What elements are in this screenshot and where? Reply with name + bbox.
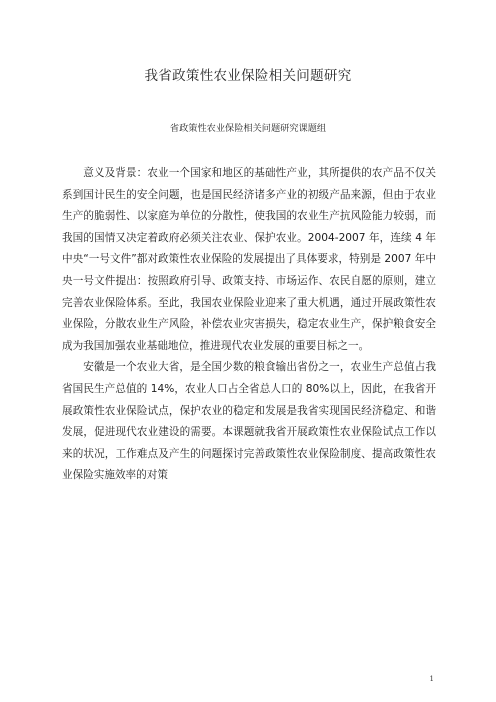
- page-number: 1: [429, 675, 434, 683]
- document-title: 我省政策性农业保险相关问题研究: [144, 68, 352, 84]
- document-body: [62, 163, 436, 487]
- paragraph-anhui: 安徽是一个农业大省，是全国少数的粮食输出省份之一，农业生产总值占我省国民生产总值的 14%，农业人口占全省总人口的 80%以上，因此，在我省开展政策性农业保险试点，保护农业的稳定和发展是我省实现国民经济稳定、和谐发展，促进现代农业建设的需要。本课题就我省开展政策性农业保险试点工作以来的状况，工作难点及产生的问题探讨完善政策性农业保险制度、提高政策性农业保险实施效率的对策: [62, 361, 436, 482]
- paragraph-background: 意义及背景：农业一个国家和地区的基础性产业，其所提供的农产品不仅关系到国计民生的安全问题，也是国民经济诸多产业的初级产品来源，但由于农业生产的脆弱性、以家庭为单位的分散性，使我国的农业生产抗风险能力较弱，而我国的国情又决定着政府必须关注农业、保护农业。2004-2007 年，连续 4 年中央“一号文件”都对政策性农业保险的发展提出了具体要求，特别是 2007 年中央一号文件提出：按照政府引导、政策支持、市场运作、农民自愿的原则，建立完善农业保险体系。至此，我国农业保险业迎来了重大机遇，通过开展政策性农业保险，分散农业生产风险，补偿农业灾害损失，稳定农业生产，保护粮食安全成为我国加强农业基础地位，推进现代农业发展的重要目标之一。: [62, 167, 436, 352]
- document-subtitle: 省政策性农业保险相关问题研究课题组: [169, 123, 327, 134]
